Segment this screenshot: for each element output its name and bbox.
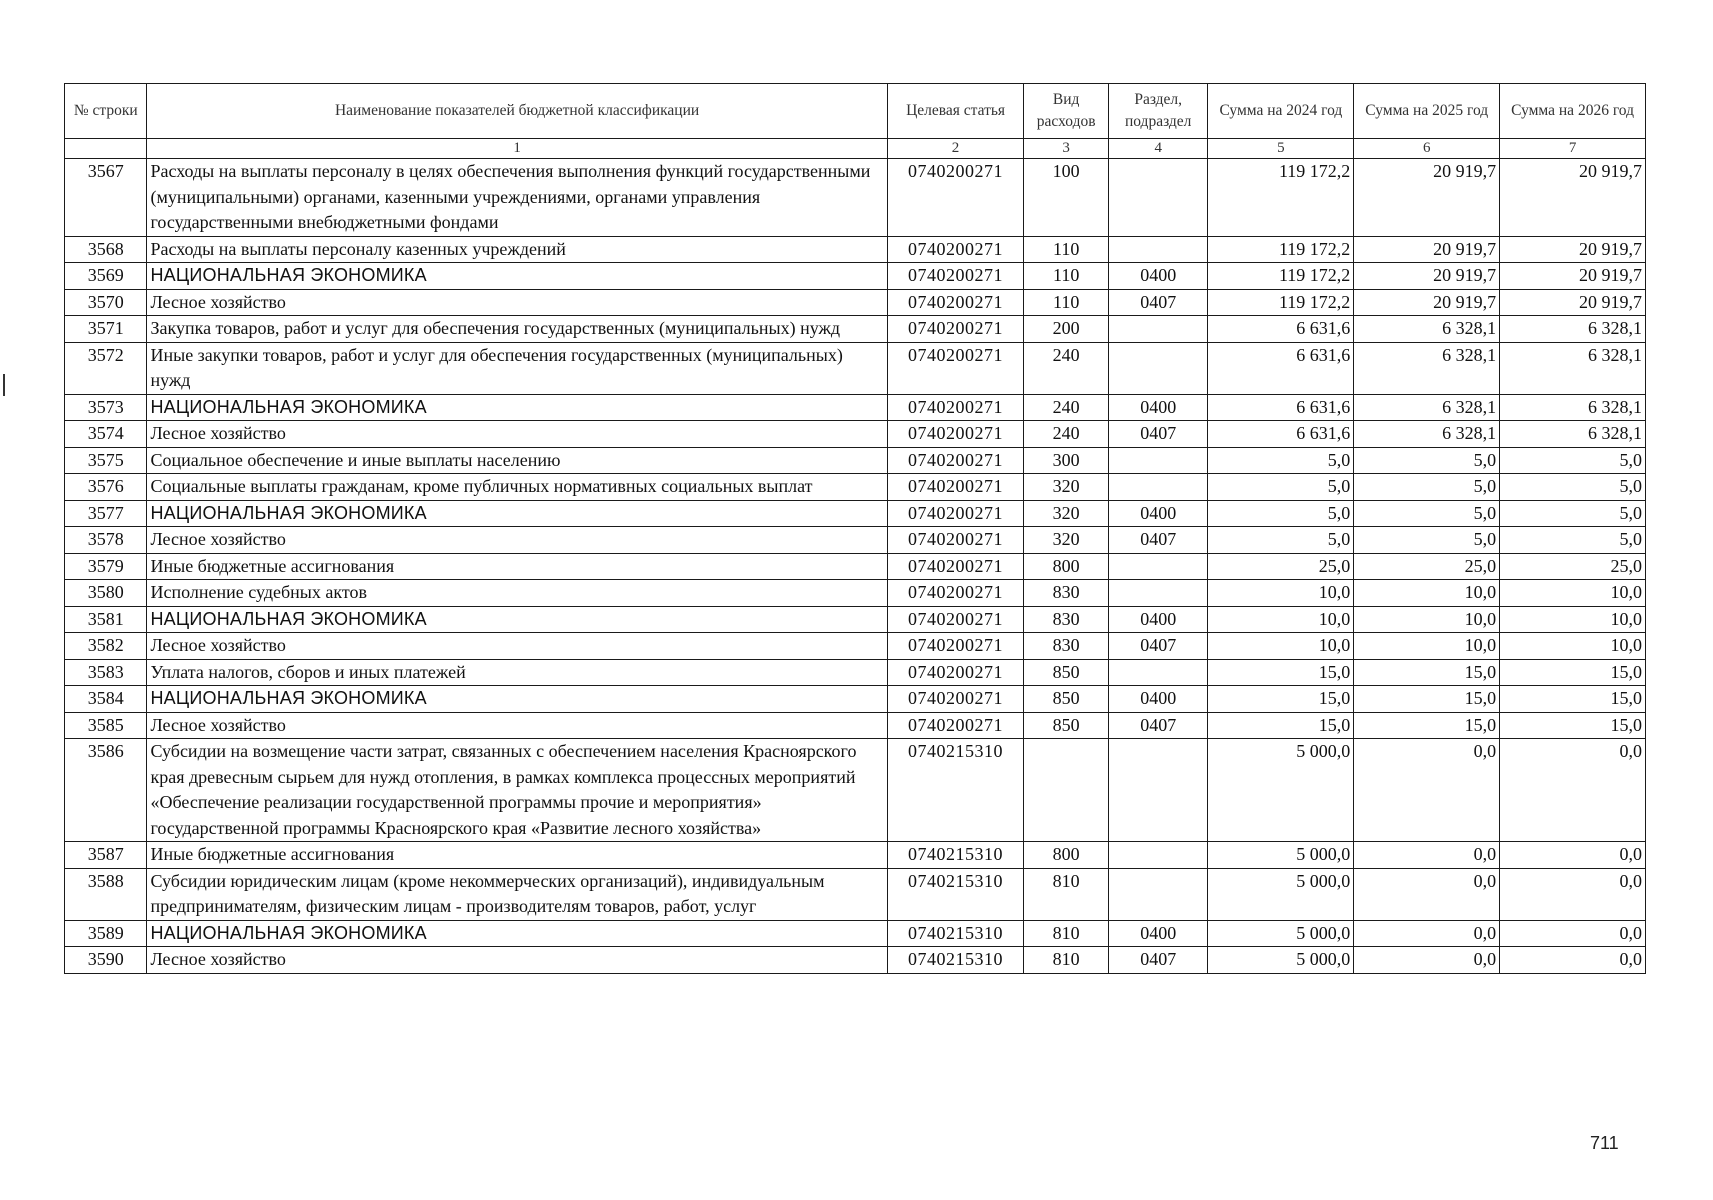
sum-2025-cell: 15,0	[1354, 712, 1500, 739]
sum-2026-cell: 0,0	[1500, 920, 1646, 947]
expense-type-cell: 810	[1024, 868, 1108, 920]
sum-2024-cell: 5 000,0	[1208, 920, 1354, 947]
target-article-cell: 0740215310	[887, 739, 1024, 842]
column-number: 6	[1354, 139, 1500, 159]
table-row	[65, 606, 1646, 633]
row-number-cell: 3585	[65, 712, 147, 739]
column-number: 2	[887, 139, 1024, 159]
row-number-cell: 3567	[65, 159, 147, 237]
sum-2024-cell: 6 631,6	[1208, 421, 1354, 448]
sum-2025-cell: 0,0	[1354, 868, 1500, 920]
table-row	[65, 263, 1646, 290]
sum-2026-cell: 20 919,7	[1500, 263, 1646, 290]
sum-2025-cell: 10,0	[1354, 580, 1500, 607]
name-cell: Иные закупки товаров, работ и услуг для обеспечения государственных (муниципальных) нужд	[147, 342, 887, 394]
sum-2024-cell: 10,0	[1208, 633, 1354, 660]
sum-2025-cell: 0,0	[1354, 947, 1500, 974]
row-number-cell: 3569	[65, 263, 147, 290]
expense-type-cell: 110	[1024, 236, 1108, 263]
target-article-cell: 0740200271	[887, 159, 1024, 237]
target-article-cell: 0740200271	[887, 712, 1024, 739]
sum-2025-cell: 0,0	[1354, 842, 1500, 869]
row-number-cell: 3568	[65, 236, 147, 263]
row-number-cell: 3584	[65, 686, 147, 713]
section-cell	[1108, 553, 1208, 580]
expense-type-cell: 850	[1024, 686, 1108, 713]
section-cell: 0400	[1108, 920, 1208, 947]
row-number-cell: 3578	[65, 527, 147, 554]
section-cell: 0400	[1108, 606, 1208, 633]
sum-2026-cell: 0,0	[1500, 868, 1646, 920]
sum-2026-cell: 0,0	[1500, 947, 1646, 974]
sum-2025-cell: 15,0	[1354, 686, 1500, 713]
name-cell: Расходы на выплаты персоналу казенных учреждений	[147, 236, 887, 263]
expense-type-cell: 830	[1024, 633, 1108, 660]
name-cell: Иные бюджетные ассигнования	[147, 553, 887, 580]
row-number-cell: 3581	[65, 606, 147, 633]
name-cell: Лесное хозяйство	[147, 527, 887, 554]
sum-2026-cell: 6 328,1	[1500, 342, 1646, 394]
target-article-cell: 0740200271	[887, 553, 1024, 580]
row-number-cell: 3570	[65, 289, 147, 316]
section-cell: 0400	[1108, 263, 1208, 290]
name-cell: Лесное хозяйство	[147, 712, 887, 739]
table-row	[65, 447, 1646, 474]
table-row	[65, 342, 1646, 394]
sum-2025-cell: 25,0	[1354, 553, 1500, 580]
row-number-cell: 3573	[65, 394, 147, 421]
name-cell: Расходы на выплаты персоналу в целях обеспечения выполнения функций государственными (муниципальными) органами, казенными учреждениями, органами управления государственными внебюджетными фондами	[147, 159, 887, 237]
section-cell: 0407	[1108, 527, 1208, 554]
sum-2024-cell: 119 172,2	[1208, 263, 1354, 290]
table-row	[65, 316, 1646, 343]
target-article-cell: 0740200271	[887, 394, 1024, 421]
target-article-cell: 0740200271	[887, 289, 1024, 316]
sum-2025-cell: 6 328,1	[1354, 421, 1500, 448]
row-number-cell: 3575	[65, 447, 147, 474]
section-cell	[1108, 316, 1208, 343]
sum-2024-cell: 15,0	[1208, 659, 1354, 686]
sum-2026-cell: 20 919,7	[1500, 159, 1646, 237]
target-article-cell: 0740200271	[887, 659, 1024, 686]
table-row	[65, 394, 1646, 421]
section-cell: 0407	[1108, 712, 1208, 739]
sum-2025-cell: 6 328,1	[1354, 316, 1500, 343]
sum-2024-cell: 5,0	[1208, 500, 1354, 527]
table-row	[65, 553, 1646, 580]
sum-2025-cell: 5,0	[1354, 500, 1500, 527]
sum-2026-cell: 15,0	[1500, 659, 1646, 686]
sum-2026-cell: 10,0	[1500, 580, 1646, 607]
row-number-cell: 3576	[65, 474, 147, 501]
sum-2026-cell: 5,0	[1500, 474, 1646, 501]
column-number	[65, 139, 147, 159]
sum-2024-cell: 5 000,0	[1208, 739, 1354, 842]
sum-2024-cell: 119 172,2	[1208, 289, 1354, 316]
table-row	[65, 474, 1646, 501]
name-cell: Исполнение судебных актов	[147, 580, 887, 607]
target-article-cell: 0740200271	[887, 527, 1024, 554]
sum-2026-cell: 5,0	[1500, 527, 1646, 554]
name-cell: Субсидии на возмещение части затрат, связанных с обеспечением населения Красноярского края древесным сырьем для нужд отопления, в рамках комплекса процессных мероприятий «Обеспечение реализации государственной программы прочие и мероприятия» государственной программы Красноярского края «Развитие лесного хозяйства»	[147, 739, 887, 842]
expense-type-cell: 240	[1024, 394, 1108, 421]
header-sum-2025: Сумма на 2025 год	[1354, 84, 1500, 139]
name-cell: Лесное хозяйство	[147, 947, 887, 974]
expense-type-cell: 320	[1024, 527, 1108, 554]
table-row	[65, 289, 1646, 316]
sum-2025-cell: 5,0	[1354, 527, 1500, 554]
section-cell	[1108, 868, 1208, 920]
sum-2025-cell: 5,0	[1354, 474, 1500, 501]
name-cell: Лесное хозяйство	[147, 421, 887, 448]
sum-2026-cell: 0,0	[1500, 842, 1646, 869]
expense-type-cell: 850	[1024, 659, 1108, 686]
table-row	[65, 633, 1646, 660]
row-number-cell: 3580	[65, 580, 147, 607]
target-article-cell: 0740200271	[887, 580, 1024, 607]
sum-2025-cell: 10,0	[1354, 633, 1500, 660]
target-article-cell: 0740200271	[887, 236, 1024, 263]
sum-2024-cell: 5,0	[1208, 527, 1354, 554]
section-cell	[1108, 580, 1208, 607]
section-cell	[1108, 447, 1208, 474]
expense-type-cell: 100	[1024, 159, 1108, 237]
column-number: 4	[1108, 139, 1208, 159]
table-row	[65, 659, 1646, 686]
sum-2024-cell: 6 631,6	[1208, 316, 1354, 343]
sum-2025-cell: 0,0	[1354, 739, 1500, 842]
name-cell: НАЦИОНАЛЬНАЯ ЭКОНОМИКА	[147, 394, 887, 421]
header-expense-type: Вид расходов	[1024, 84, 1108, 139]
sum-2026-cell: 15,0	[1500, 712, 1646, 739]
sum-2026-cell: 6 328,1	[1500, 394, 1646, 421]
name-cell: НАЦИОНАЛЬНАЯ ЭКОНОМИКА	[147, 686, 887, 713]
name-cell: Уплата налогов, сборов и иных платежей	[147, 659, 887, 686]
table-row	[65, 947, 1646, 974]
name-cell: Иные бюджетные ассигнования	[147, 842, 887, 869]
sum-2024-cell: 119 172,2	[1208, 236, 1354, 263]
sum-2024-cell: 15,0	[1208, 712, 1354, 739]
section-cell: 0400	[1108, 394, 1208, 421]
header-sum-2026: Сумма на 2026 год	[1500, 84, 1646, 139]
name-cell: Социальные выплаты гражданам, кроме публичных нормативных социальных выплат	[147, 474, 887, 501]
expense-type-cell: 240	[1024, 342, 1108, 394]
sum-2024-cell: 10,0	[1208, 606, 1354, 633]
sum-2026-cell: 10,0	[1500, 606, 1646, 633]
target-article-cell: 0740215310	[887, 947, 1024, 974]
table-row	[65, 712, 1646, 739]
section-cell: 0400	[1108, 500, 1208, 527]
table-row	[65, 421, 1646, 448]
sum-2025-cell: 0,0	[1354, 920, 1500, 947]
budget-classification-table	[64, 83, 1646, 974]
sum-2025-cell: 5,0	[1354, 447, 1500, 474]
page-number: 711	[1590, 1133, 1619, 1153]
sum-2026-cell: 15,0	[1500, 686, 1646, 713]
header-name: Наименование показателей бюджетной классификации	[147, 84, 887, 139]
sum-2024-cell: 15,0	[1208, 686, 1354, 713]
sum-2025-cell: 20 919,7	[1354, 289, 1500, 316]
target-article-cell: 0740200271	[887, 633, 1024, 660]
sum-2026-cell: 0,0	[1500, 739, 1646, 842]
expense-type-cell: 800	[1024, 842, 1108, 869]
sum-2024-cell: 119 172,2	[1208, 159, 1354, 237]
name-cell: НАЦИОНАЛЬНАЯ ЭКОНОМИКА	[147, 263, 887, 290]
section-cell	[1108, 159, 1208, 237]
expense-type-cell: 850	[1024, 712, 1108, 739]
column-number: 3	[1024, 139, 1108, 159]
sum-2026-cell: 6 328,1	[1500, 316, 1646, 343]
table-row	[65, 500, 1646, 527]
sum-2025-cell: 6 328,1	[1354, 394, 1500, 421]
name-cell: НАЦИОНАЛЬНАЯ ЭКОНОМИКА	[147, 920, 887, 947]
row-number-cell: 3588	[65, 868, 147, 920]
sum-2026-cell: 25,0	[1500, 553, 1646, 580]
target-article-cell: 0740200271	[887, 263, 1024, 290]
name-cell: Лесное хозяйство	[147, 289, 887, 316]
table-header	[65, 84, 1646, 159]
expense-type-cell: 300	[1024, 447, 1108, 474]
sum-2024-cell: 5,0	[1208, 447, 1354, 474]
sum-2026-cell: 5,0	[1500, 447, 1646, 474]
sum-2025-cell: 6 328,1	[1354, 342, 1500, 394]
header-section: Раздел, подраздел	[1108, 84, 1208, 139]
sum-2025-cell: 20 919,7	[1354, 236, 1500, 263]
expense-type-cell: 240	[1024, 421, 1108, 448]
sum-2024-cell: 6 631,6	[1208, 394, 1354, 421]
target-article-cell: 0740200271	[887, 686, 1024, 713]
section-cell	[1108, 236, 1208, 263]
row-number-cell: 3590	[65, 947, 147, 974]
sum-2025-cell: 10,0	[1354, 606, 1500, 633]
target-article-cell: 0740215310	[887, 842, 1024, 869]
expense-type-cell: 830	[1024, 606, 1108, 633]
section-cell: 0407	[1108, 947, 1208, 974]
sum-2024-cell: 25,0	[1208, 553, 1354, 580]
section-cell	[1108, 739, 1208, 842]
table-row	[65, 920, 1646, 947]
expense-type-cell: 320	[1024, 500, 1108, 527]
target-article-cell: 0740200271	[887, 474, 1024, 501]
column-number: 5	[1208, 139, 1354, 159]
column-number: 7	[1500, 139, 1646, 159]
row-number-cell: 3572	[65, 342, 147, 394]
table-row	[65, 236, 1646, 263]
sum-2024-cell: 6 631,6	[1208, 342, 1354, 394]
sum-2026-cell: 10,0	[1500, 633, 1646, 660]
table-row	[65, 159, 1646, 237]
target-article-cell: 0740200271	[887, 500, 1024, 527]
header-target-article: Целевая статья	[887, 84, 1024, 139]
row-number-cell: 3574	[65, 421, 147, 448]
row-number-cell: 3583	[65, 659, 147, 686]
sum-2025-cell: 20 919,7	[1354, 159, 1500, 237]
name-cell: НАЦИОНАЛЬНАЯ ЭКОНОМИКА	[147, 500, 887, 527]
target-article-cell: 0740215310	[887, 868, 1024, 920]
sum-2024-cell: 10,0	[1208, 580, 1354, 607]
expense-type-cell	[1024, 739, 1108, 842]
section-cell: 0407	[1108, 289, 1208, 316]
target-article-cell: 0740200271	[887, 447, 1024, 474]
name-cell: Лесное хозяйство	[147, 633, 887, 660]
table-body	[65, 159, 1646, 974]
name-cell: НАЦИОНАЛЬНАЯ ЭКОНОМИКА	[147, 606, 887, 633]
expense-type-cell: 110	[1024, 289, 1108, 316]
column-number: 1	[147, 139, 887, 159]
row-number-cell: 3587	[65, 842, 147, 869]
target-article-cell: 0740200271	[887, 421, 1024, 448]
expense-type-cell: 320	[1024, 474, 1108, 501]
sum-2025-cell: 15,0	[1354, 659, 1500, 686]
sum-2026-cell: 6 328,1	[1500, 421, 1646, 448]
row-number-cell: 3571	[65, 316, 147, 343]
sum-2024-cell: 5 000,0	[1208, 947, 1354, 974]
expense-type-cell: 810	[1024, 947, 1108, 974]
section-cell	[1108, 342, 1208, 394]
expense-type-cell: 200	[1024, 316, 1108, 343]
section-cell	[1108, 842, 1208, 869]
name-cell: Закупка товаров, работ и услуг для обеспечения государственных (муниципальных) нужд	[147, 316, 887, 343]
target-article-cell: 0740215310	[887, 920, 1024, 947]
target-article-cell: 0740200271	[887, 606, 1024, 633]
section-cell: 0400	[1108, 686, 1208, 713]
header-row-number: № строки	[65, 84, 147, 139]
section-cell	[1108, 474, 1208, 501]
name-cell: Субсидии юридическим лицам (кроме некоммерческих организаций), индивидуальным предпринимателям, физическим лицам - производителям товаров, работ, услуг	[147, 868, 887, 920]
table-row	[65, 842, 1646, 869]
sum-2026-cell: 20 919,7	[1500, 289, 1646, 316]
sum-2026-cell: 20 919,7	[1500, 236, 1646, 263]
table-row	[65, 739, 1646, 842]
sum-2024-cell: 5 000,0	[1208, 842, 1354, 869]
row-number-cell: 3589	[65, 920, 147, 947]
row-number-cell: 3582	[65, 633, 147, 660]
scan-artifact-mark	[3, 374, 5, 396]
name-cell: Социальное обеспечение и иные выплаты населению	[147, 447, 887, 474]
expense-type-cell: 830	[1024, 580, 1108, 607]
expense-type-cell: 810	[1024, 920, 1108, 947]
table-row	[65, 868, 1646, 920]
section-cell: 0407	[1108, 421, 1208, 448]
row-number-cell: 3577	[65, 500, 147, 527]
target-article-cell: 0740200271	[887, 342, 1024, 394]
row-number-cell: 3586	[65, 739, 147, 842]
header-sum-2024: Сумма на 2024 год	[1208, 84, 1354, 139]
section-cell	[1108, 659, 1208, 686]
table-row	[65, 686, 1646, 713]
table-row	[65, 580, 1646, 607]
target-article-cell: 0740200271	[887, 316, 1024, 343]
sum-2025-cell: 20 919,7	[1354, 263, 1500, 290]
sum-2024-cell: 5,0	[1208, 474, 1354, 501]
section-cell: 0407	[1108, 633, 1208, 660]
expense-type-cell: 800	[1024, 553, 1108, 580]
sum-2024-cell: 5 000,0	[1208, 868, 1354, 920]
table-row	[65, 527, 1646, 554]
expense-type-cell: 110	[1024, 263, 1108, 290]
sum-2026-cell: 5,0	[1500, 500, 1646, 527]
row-number-cell: 3579	[65, 553, 147, 580]
